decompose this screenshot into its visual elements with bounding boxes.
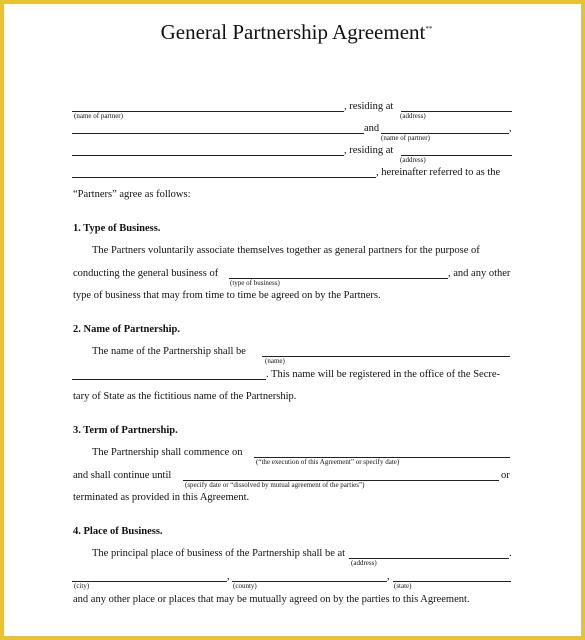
city-label: (city): [74, 582, 90, 590]
address-label-2: (address): [400, 156, 426, 164]
city-blank[interactable]: [72, 581, 227, 582]
section3-para-line2a: and shall continue until: [73, 470, 172, 481]
hereinafter-text: , hereinafter referred to as the: [376, 167, 501, 178]
state-label: (state): [394, 582, 412, 590]
title-mark: **: [425, 25, 433, 33]
partnership-name-blank-2[interactable]: [72, 379, 266, 380]
section2-para-line2: . This name will be registered in the office of the Secre-: [266, 369, 501, 380]
section4-para-line3: and any other place or places that may be mutually agreed on by the parties to this Agreement.: [73, 594, 470, 605]
section4-heading: 4. Place of Business.: [73, 526, 163, 537]
section1-para-line1: The Partners voluntarily associate themselves together as general partners for the purpose of: [92, 245, 480, 256]
residing-at-label-2: , residing at: [344, 145, 394, 156]
document: [4, 4, 585, 640]
partner2-blank-b[interactable]: [72, 155, 344, 156]
name-label: (name): [265, 357, 285, 365]
section3-para-line1: The Partnership shall commence on: [92, 447, 243, 458]
and-label: and: [364, 123, 380, 134]
dissolved-label: (specify date or “dissolved by mutual agreement of the parties”): [185, 481, 365, 489]
section3-heading: 3. Term of Partnership.: [73, 425, 178, 436]
section3-para-line3: terminated as provided in this Agreement.: [73, 492, 250, 503]
section1-heading: 1. Type of Business.: [73, 223, 161, 234]
partnership-name-blank[interactable]: [262, 356, 510, 357]
comma-label: ,: [509, 123, 512, 134]
partners-agree-text: “Partners” agree as follows:: [73, 189, 191, 200]
address-label-1: (address): [400, 112, 426, 120]
name-of-partner-label-1: (name of partner): [74, 112, 123, 120]
section2-para-line1: The name of the Partnership shall be: [92, 346, 246, 357]
county-comma: ,: [387, 571, 390, 582]
document-title: [4, 20, 585, 45]
section2-heading: 2. Name of Partnership.: [73, 324, 181, 335]
section1-para-line3: type of business that may from time to time be agreed on by the Partners.: [73, 290, 381, 301]
section2-para-line3: tary of State as the fictitious name of the Partnership.: [73, 391, 297, 402]
address-label-3: (address): [351, 559, 377, 567]
section4-para-line1-end: .: [509, 548, 512, 559]
name-of-partner-label-2: (name of partner): [381, 134, 430, 142]
section1-para-line2b: , and any other: [448, 268, 511, 279]
residing-at-label-1: , residing at: [344, 101, 394, 112]
title-text: General Partnership Agreement: [160, 20, 426, 44]
partner3-blank[interactable]: [72, 177, 376, 178]
section4-para-line1: The principal place of business of the Partnership shall be at: [92, 548, 346, 559]
execution-label: (“the execution of this Agreement” or specify date): [256, 458, 400, 466]
section3-para-line2b: or: [501, 470, 510, 481]
partner2-blank-a[interactable]: [72, 133, 364, 134]
city-comma: ,: [227, 571, 230, 582]
type-of-business-label: (type of business): [230, 279, 280, 287]
section1-para-line2a: conducting the general business of: [73, 268, 219, 279]
county-label: (county): [233, 582, 257, 590]
